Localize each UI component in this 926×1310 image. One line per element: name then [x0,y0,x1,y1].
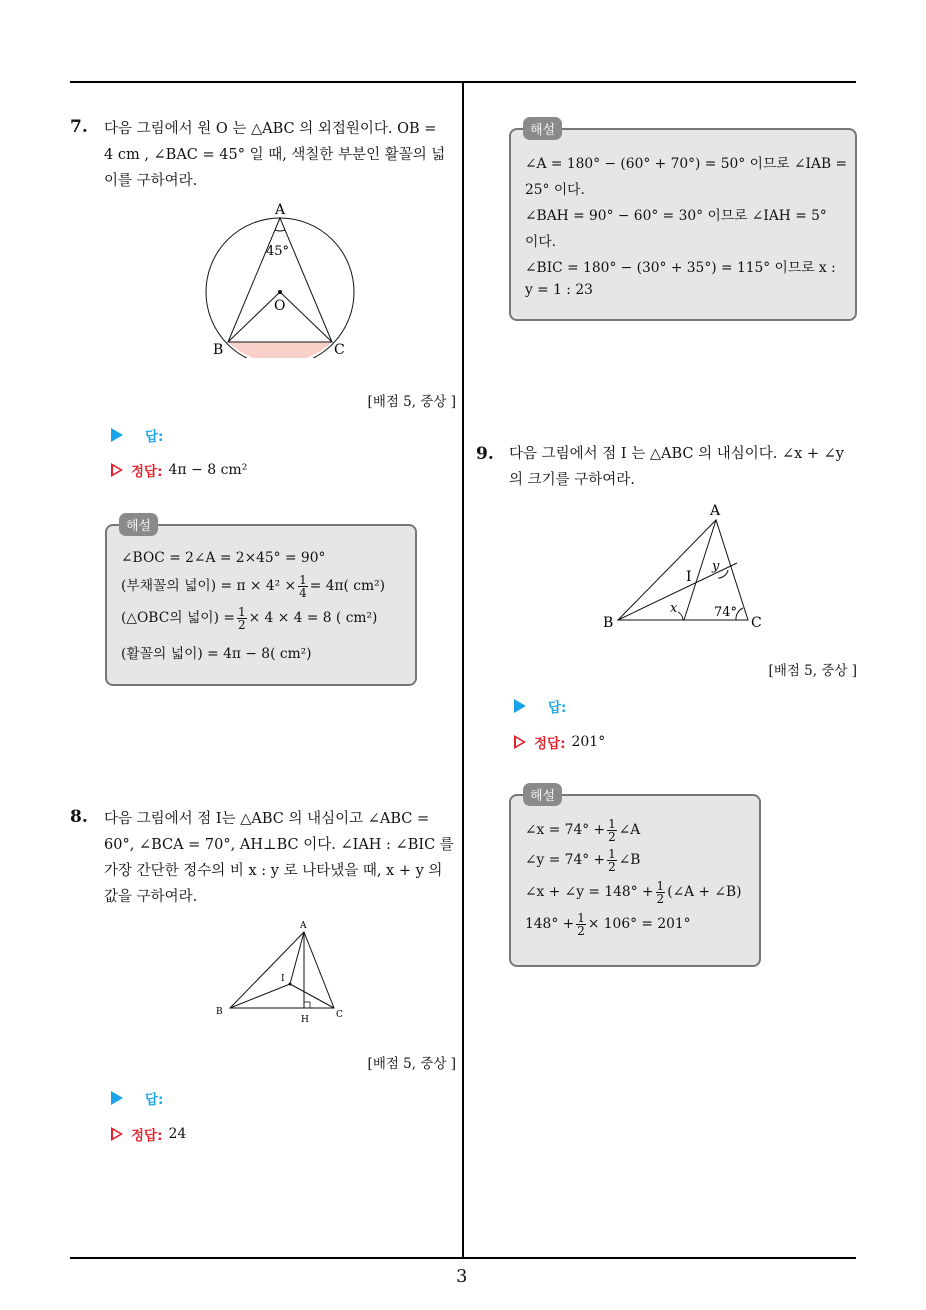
q9-sol-line4b: × 106° = 201° [587,916,691,932]
q7-sol-line3 [121,606,377,631]
q9-line2: 의 크기를 구하여라. [509,472,635,488]
q7-sol-line3-frac [237,606,247,631]
q8-label-b: B [216,1007,223,1017]
q9-sol-line3-num: 1 [656,879,665,893]
q8-solution-box [509,123,857,321]
q8-sol-line2: 25° 이다. [525,182,585,198]
q8-answer-label: 답: [145,1092,164,1108]
q9-answer-arrow-icon [514,699,526,713]
q9-text [509,441,859,493]
q7-triangle [228,218,332,342]
q8-label-h: H [301,1015,309,1025]
q9-sol-line4-num: 1 [577,911,585,925]
q8-line4: 값을 구하여라. [104,889,198,905]
q8-text [104,806,456,910]
q9-sol-line4-den: 2 [577,924,585,938]
q8-figure [212,918,352,1026]
q7-sol-line1: ∠BOC = 2∠A = 2×45° = 90° [121,550,326,566]
q9-label-angle: 74° [714,605,738,620]
q8-incenter-dot [289,983,292,986]
q7-points: [배점 5, 중상 ] [367,394,456,410]
q9-points: [배점 5, 중상 ] [768,663,857,679]
q8-bi [230,984,290,1008]
q7-sol-line3a: (△OBC의 넓이) = [121,610,235,626]
q9-sol-line4a: 148° + [525,916,575,932]
q9-line1: 다음 그림에서 점 I 는 △ABC 의 내심이다. ∠x + ∠y [509,446,844,462]
q9-sol-line3 [525,880,742,905]
q9-sol-line3b: (∠A + ∠B) [667,884,742,900]
q8-answer-row [111,1088,163,1108]
q7-label-o: O [274,298,286,314]
q8-sol-line5: ∠BIC = 180° − (30° + 35°) = 115° 이므로 x : [525,260,836,276]
q9-answer-row [514,696,566,716]
q9-label-b: B [603,615,614,631]
q9-sol-line1a: ∠x = 74° + [525,822,606,838]
q7-answer-row [111,425,163,445]
q9-sol-line2b: ∠B [618,852,641,868]
q7-sol-line3-den: 2 [237,618,246,632]
q9-sol-line2a: ∠y = 74° + [525,852,606,868]
q7-sol-line4: (활꼴의 넓이) = 4π − 8( cm²) [121,646,312,662]
q8-correct-row [111,1124,186,1144]
q9-sol-line3-den: 2 [656,892,665,906]
q7-correct-row [111,460,247,480]
page-number: 3 [456,1266,468,1287]
q9-label-x: x [670,601,678,616]
q9-sol-line1 [525,818,640,843]
q9-solution-box [509,789,761,967]
q8-sol-line1: ∠A = 180° − (60° + 70°) = 50° 이므로 ∠IAB = [525,156,848,172]
q7-sol-line2a: (부채꼴의 넓이) = π × 4² × [121,578,297,594]
q9-answer-label: 답: [548,700,567,716]
q7-sol-line3-num: 1 [237,605,246,619]
q8-correct-label: 정답: [131,1128,163,1144]
q8-sol-line3: ∠BAH = 90° − 60° = 30° 이므로 ∠IAH = 5° [525,208,827,224]
q9-sol-line2-num: 1 [608,847,616,861]
q7-line1: 다음 그림에서 원 O 는 △ABC 의 외접원이다. OB = [104,121,437,137]
q9-sol-line1b: ∠A [618,822,641,838]
q8-points: [배점 5, 중상 ] [367,1056,456,1072]
q8-label-a: A [300,921,307,931]
q9-angle-x-arc [678,612,683,620]
q8-line3: 가장 간단한 정수의 비 x : y 로 나타냈을 때, x + y 의 [104,863,443,879]
q9-sol-line3-frac [656,880,666,905]
q9-sol-line2-frac [607,848,617,873]
q7-answer-arrow-icon [111,428,123,442]
q7-number: 7. [70,117,88,137]
q7-center-dot [278,290,282,294]
q7-oc [280,292,332,342]
q7-segment-shaded [228,342,332,358]
q8-correct-arrow-icon [111,1127,123,1141]
q9-label-a: A [710,503,721,519]
q8-right-angle-mark [304,1002,310,1008]
q8-number: 8. [70,807,88,827]
q7-correct-value: 4π − 8 cm² [168,462,248,478]
q7-text [104,116,456,194]
q7-answer-label: 답: [145,429,164,445]
q9-sol-line4 [525,912,691,937]
q7-circle [206,218,354,358]
q7-sol-line2-den: 4 [299,586,307,600]
q9-sol-line1-num: 1 [608,817,616,831]
q7-angle-arc [275,230,285,231]
q8-triangle [230,932,334,1008]
q9-number: 9. [476,444,494,464]
q7-label-angle: 45° [266,244,290,259]
q9-solution-tag: 해설 [523,783,562,806]
q9-sol-line2-den: 2 [608,860,616,874]
q8-answer-arrow-icon [111,1091,123,1105]
q7-sol-line2-num: 1 [299,573,307,587]
q8-label-c: C [336,1010,343,1020]
q7-ob [228,292,280,342]
q8-sol-line4: 이다. [525,234,557,250]
q9-label-y: y [712,559,720,574]
q7-label-a: A [275,202,286,218]
q9-sol-line1-frac [607,818,617,843]
q7-sol-line3b: × 4 × 4 = 8 ( cm²) [248,610,378,626]
q9-correct-value: 201° [571,734,606,750]
bottom-rule [70,1257,856,1259]
q7-line3: 이를 구하여라. [104,173,198,189]
q7-sol-line2 [121,574,385,599]
q9-label-i: I [686,569,692,585]
q8-label-i: I [281,974,285,984]
q7-correct-arrow-icon [111,463,123,477]
q9-correct-arrow-icon [514,735,526,749]
q9-sol-line2 [525,848,640,873]
q8-solution-tag: 해설 [523,117,562,140]
q9-correct-row [514,732,605,752]
q8-correct-value: 24 [168,1126,187,1142]
q9-correct-label: 정답: [534,736,566,752]
q7-line2: 4 cm , ∠BAC = 45° 일 때, 색칠한 부분인 활꼴의 넓 [104,147,446,163]
q7-label-b: B [213,342,224,358]
q7-sol-line2-frac [298,574,308,599]
q8-line2: 60°, ∠BCA = 70°, AH⊥BC 이다. ∠IAH : ∠BIC 를 [104,837,454,853]
q7-correct-label: 정답: [131,464,163,480]
q7-solution-tag: 해설 [119,513,158,536]
q9-sol-line4-frac [576,912,586,937]
q9-sol-line3a: ∠x + ∠y = 148° + [525,884,654,900]
q9-label-c: C [751,615,762,631]
q7-label-c: C [334,342,345,358]
q7-solution-box [105,519,417,686]
q8-line1: 다음 그림에서 점 I는 △ABC 의 내심이고 ∠ABC = [104,811,430,827]
column-divider [462,83,464,1259]
q9-sol-line1-den: 2 [608,830,616,844]
q9-figure [600,500,770,632]
q8-ci [290,984,334,1008]
q7-figure [200,198,360,358]
q7-sol-line2b: = 4π( cm²) [309,578,386,594]
q8-sol-line6: y = 1 : 23 [525,282,593,298]
